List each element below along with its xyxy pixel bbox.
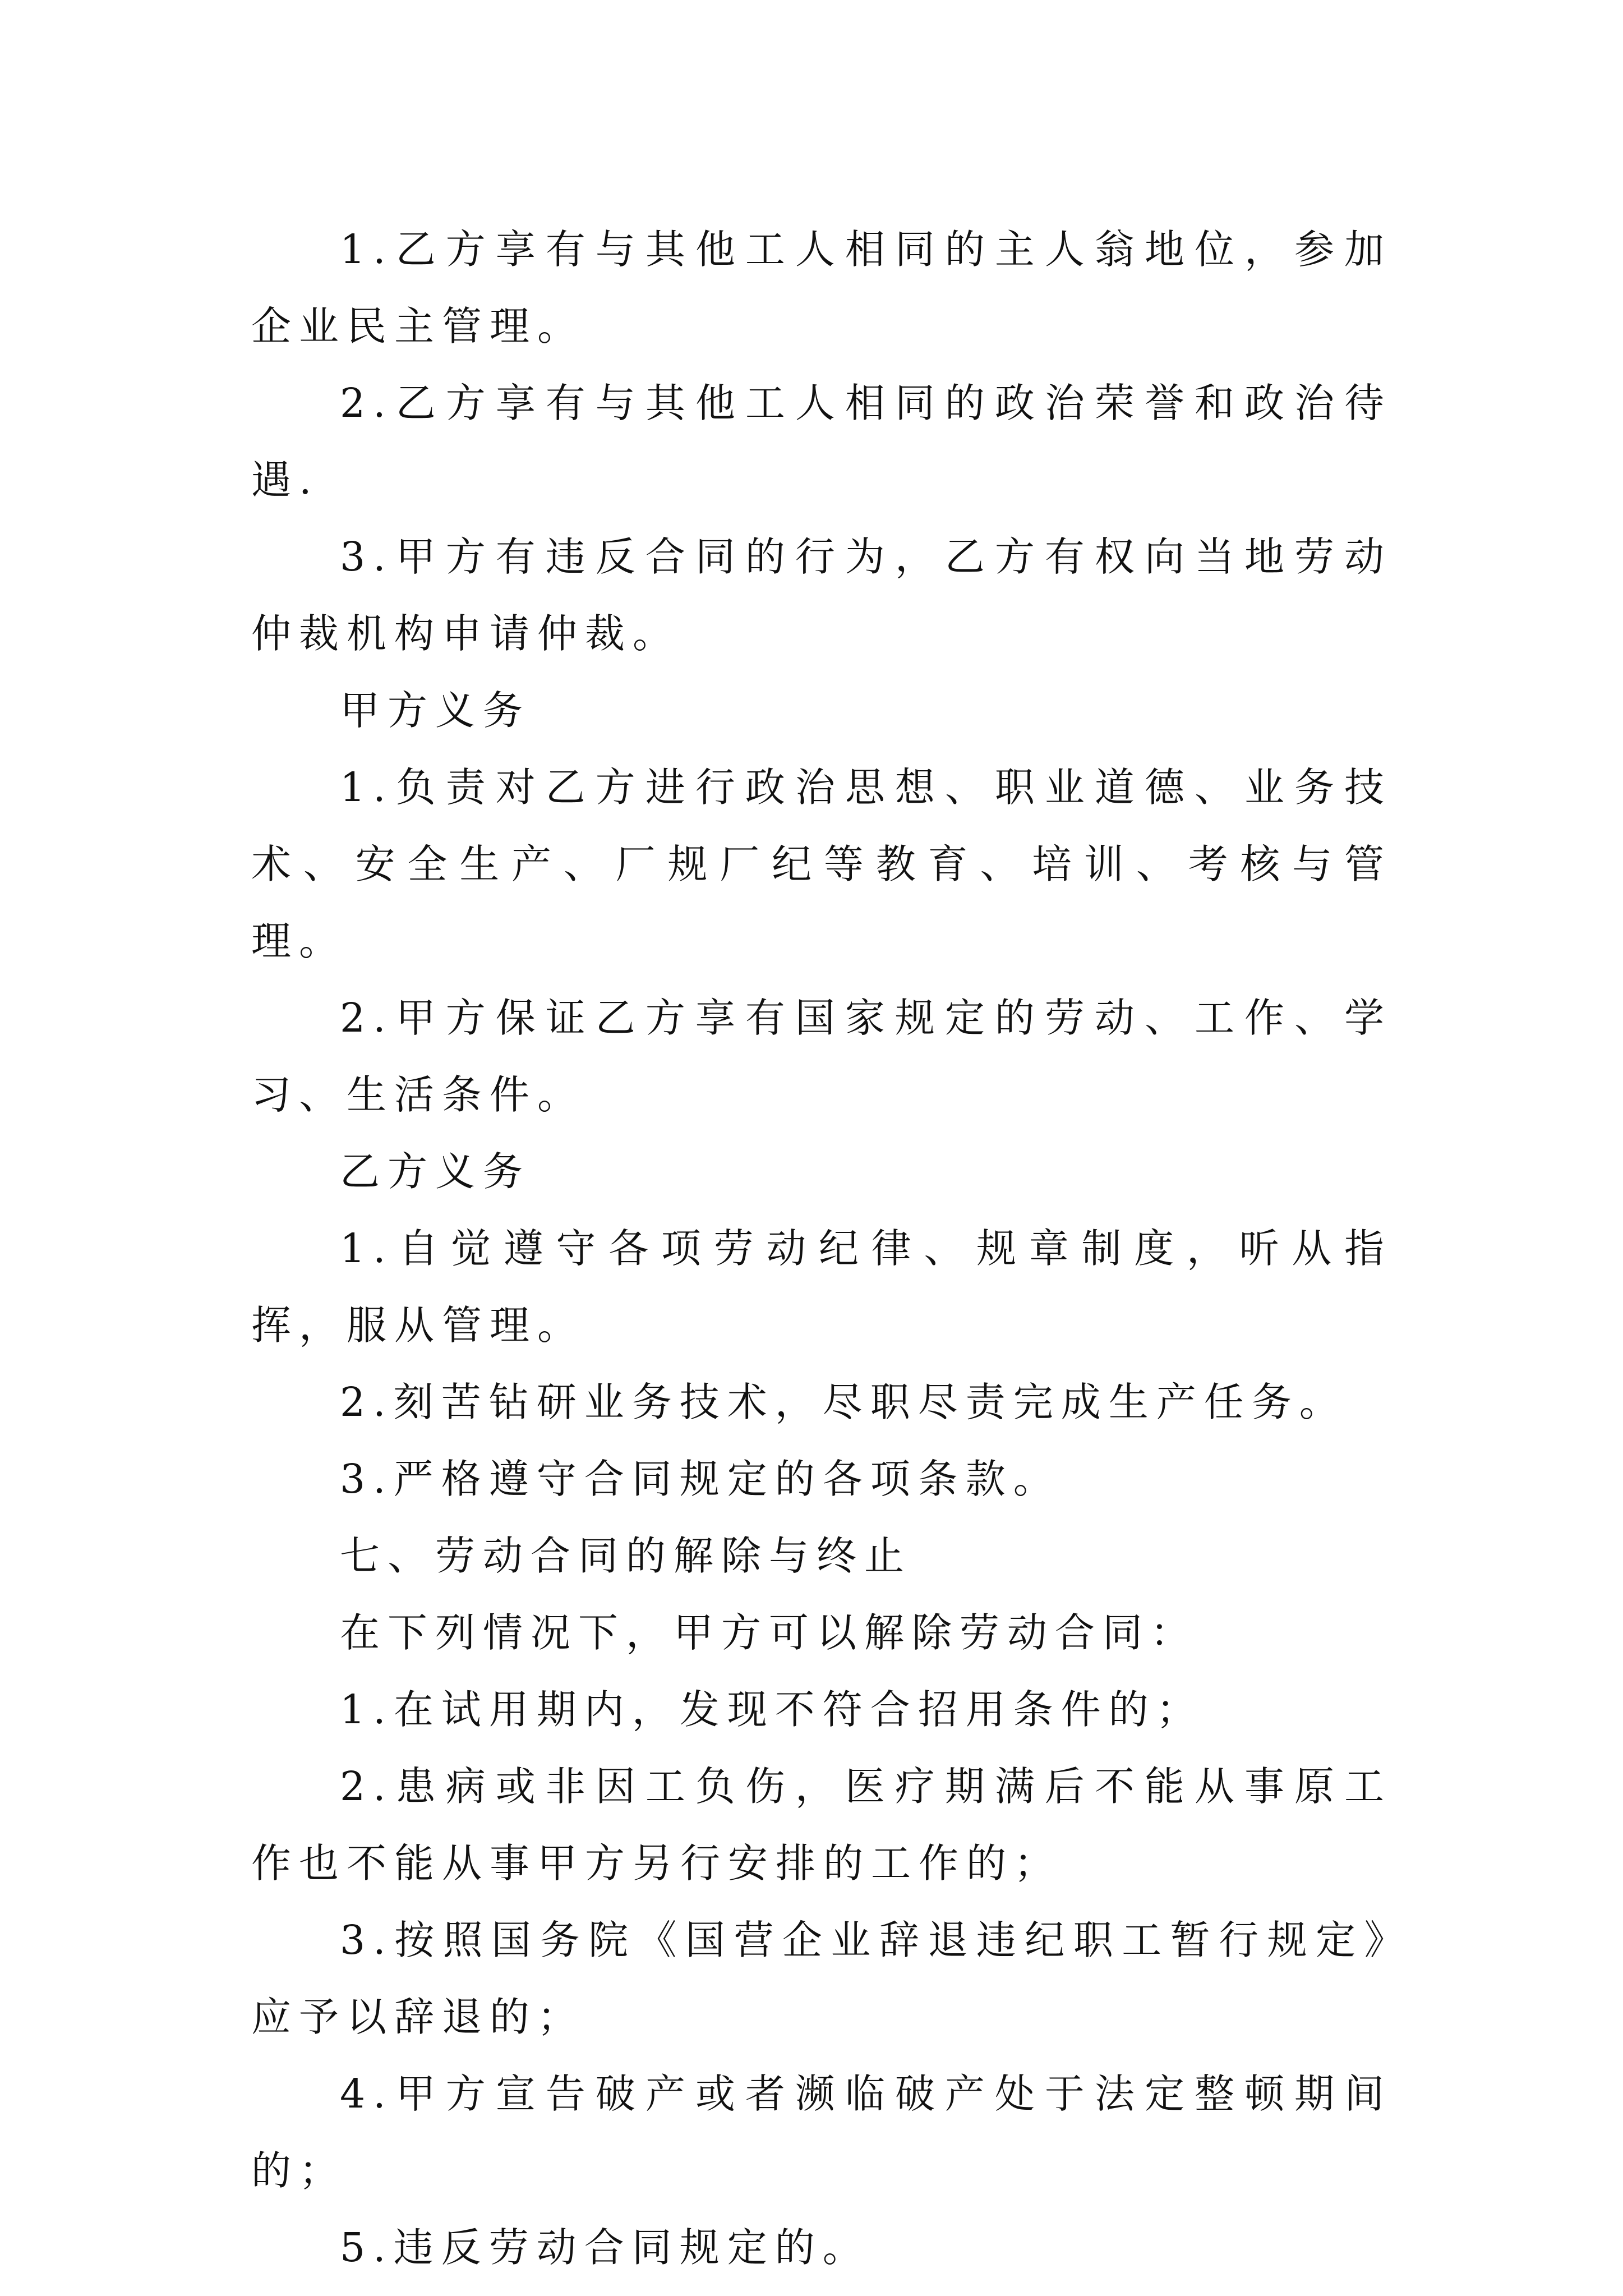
paragraph: 2.患病或非因工负伤，医疗期满后不能从事原工作也不能从事甲方另行安排的工作的； [251, 1763, 1392, 1887]
paragraph: 5.违反劳动合同规定的。 [340, 2224, 870, 2271]
paragraph: 1.乙方享有与其他工人相同的主人翁地位，参加企业民主管理。 [251, 226, 1392, 349]
paragraph: 1.自觉遵守各项劳动纪律、规章制度，听从指挥，服从管理。 [251, 1225, 1392, 1349]
paragraph: 2.刻苦钻研业务技术，尽职尽责完成生产任务。 [340, 1379, 1347, 1425]
paragraph: 1.在试用期内，发现不符合招用条件的； [340, 1686, 1204, 1733]
paragraph: 1.负责对乙方进行政治思想、职业道德、业务技术、安全生产、厂规厂纪等教育、培训、考核与管理。 [251, 764, 1392, 964]
paragraph: 4.甲方宣告破产或者濒临破产处于法定整顿期间的； [251, 2070, 1392, 2194]
section-heading-party-b-duties: 乙方义务 [340, 1148, 531, 1195]
section-heading-party-a-duties: 甲方义务 [340, 687, 531, 734]
paragraph: 2.甲方保证乙方享有国家规定的劳动、工作、学习、生活条件。 [251, 995, 1392, 1118]
document-body [251, 211, 1392, 2286]
section-heading-termination: 七、劳动合同的解除与终止 [340, 1533, 912, 1579]
paragraph: 3.按照国务院《国营企业辞退违纪职工暂行规定》应予以辞退的； [251, 1917, 1392, 2040]
paragraph: 3.甲方有违反合同的行为，乙方有权向当地劳动仲裁机构申请仲裁。 [251, 533, 1392, 657]
paragraph: 在下列情况下，甲方可以解除劳动合同： [340, 1609, 1198, 1656]
paragraph: 2.乙方享有与其他工人相同的政治荣誉和政治待遇. [251, 380, 1392, 503]
paragraph: 3.严格遵守合同规定的各项条款。 [340, 1456, 1061, 1502]
